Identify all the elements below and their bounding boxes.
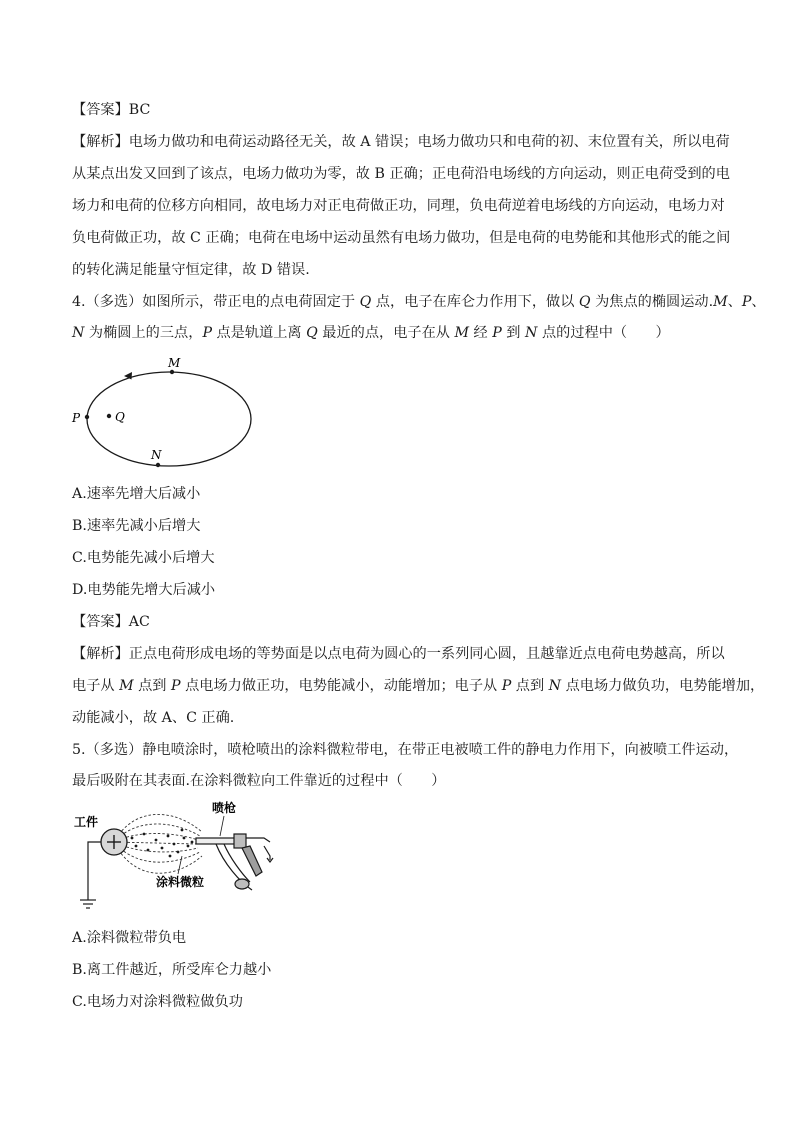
q5-option-c: C.电场力对涂料微粒做负功 bbox=[72, 994, 243, 1010]
q4-analysis-line-1: 【解析】正点电荷形成电场的等势面是以点电荷为圆心的一系列同心圆，且越靠近点电荷电势越高，所以 bbox=[72, 646, 725, 662]
q5-stem-line-2: 最后吸附在其表面.在涂料微粒向工件靠近的过程中（ ） bbox=[72, 773, 446, 789]
prev-analysis-line: 的转化满足能量守恒定律，故 D 错误. bbox=[72, 262, 310, 278]
prev-analysis-line: 负电荷做正功，故 C 正确；电荷在电场中运动虽然有电场力做功，但是电荷的电势能和其他形式的能之间 bbox=[72, 230, 731, 246]
label-workpiece: 工件 bbox=[74, 815, 99, 829]
label-Q: Q bbox=[115, 410, 125, 424]
point-M bbox=[170, 370, 174, 374]
prev-analysis-line: 场力和电荷的位移方向相同，故电场力对正电荷做正功，同理，负电荷逆着电场线的方向运动，电场力对 bbox=[72, 198, 725, 214]
q5-option-b: B.离工件越近，所受库仑力越小 bbox=[72, 962, 272, 978]
label-spray-gun: 喷枪 bbox=[212, 801, 237, 815]
label-P: P bbox=[72, 411, 81, 425]
spray-painting-figure bbox=[74, 798, 284, 916]
particles-leader-line bbox=[178, 856, 182, 874]
prev-answer: 【答案】BC bbox=[72, 102, 151, 118]
gun-leader-line bbox=[220, 816, 224, 836]
label-paint-particles: 涂料微粒 bbox=[156, 875, 205, 889]
q4-option-b: B.速率先减小后增大 bbox=[72, 518, 201, 534]
q4-answer: 【答案】AC bbox=[72, 614, 150, 630]
q4-option-c: C.电势能先减小后增大 bbox=[72, 550, 215, 566]
q4-stem-line-2: N 为椭圆上的三点，P 点是轨道上离 Q 最近的点，电子在从 M 经 P 到 N 点的过程中（ ） bbox=[72, 325, 670, 341]
q4-option-d: D.电势能先增大后减小 bbox=[72, 582, 216, 598]
paint-particles bbox=[131, 829, 194, 858]
q4-stem-line-1: 4.（多选）如图所示，带正电的点电荷固定于 Q 点，电子在库仑力作用下，做以 Q 为焦点的椭圆运动.M、P、 bbox=[72, 294, 766, 310]
label-N: N bbox=[151, 448, 162, 462]
label-M: M bbox=[168, 356, 181, 370]
orbit-ellipse bbox=[87, 372, 251, 466]
prev-analysis-line: 从某点出发又回到了该点，电场力做功为零，故 B 正确；正电荷沿电场线的方向运动，则正电荷受到的电 bbox=[72, 166, 730, 182]
q4-option-a: A.速率先增大后减小 bbox=[72, 486, 201, 502]
q5-stem-line-1: 5.（多选）静电喷涂时，喷枪喷出的涂料微粒带电，在带正电被喷工件的静电力作用下，向被喷工件运动， bbox=[72, 742, 739, 758]
point-N bbox=[156, 463, 160, 467]
point-P bbox=[85, 415, 89, 419]
prev-analysis-line: 【解析】电场力做功和电荷运动路径无关，故 A 错误；电场力做功只和电荷的初、末位置有关，所以电荷 bbox=[72, 134, 730, 150]
spray-gun-icon bbox=[196, 834, 273, 890]
q5-option-a: A.涂料微粒带负电 bbox=[72, 930, 187, 946]
point-Q bbox=[107, 414, 111, 418]
ellipse-orbit-figure bbox=[68, 352, 268, 470]
q4-analysis-line-2: 电子从 M 点到 P 点电场力做正功，电势能减小，动能增加；电子从 P 点到 N 点电场力做负功，电势能增加， bbox=[72, 678, 765, 694]
q4-analysis-line-3: 动能减小，故 A、C 正确. bbox=[72, 710, 235, 726]
